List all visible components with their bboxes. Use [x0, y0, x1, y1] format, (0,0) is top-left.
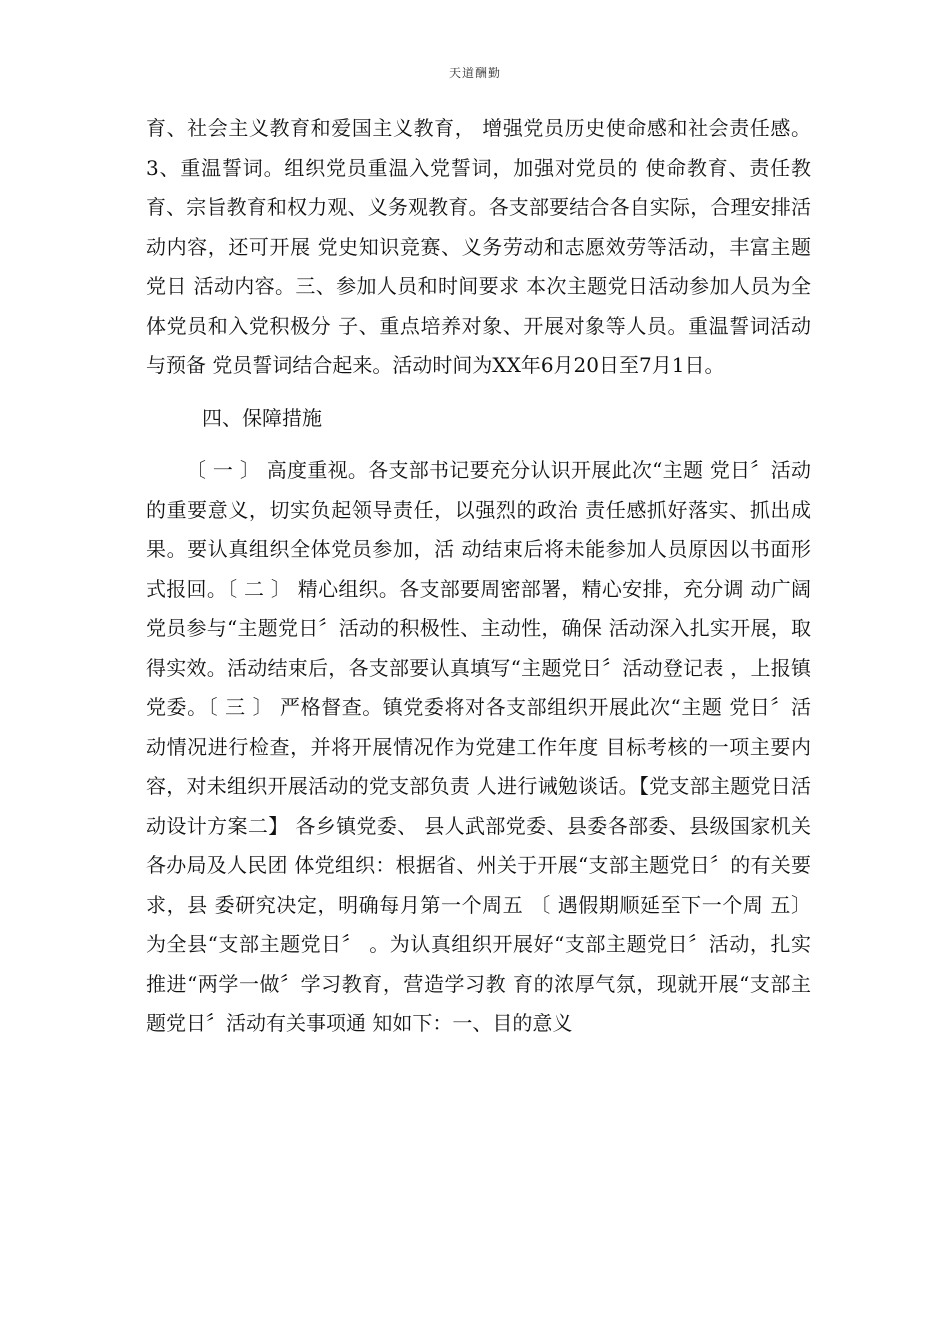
body-paragraph: 〔 一 〕 高度重视。各支部书记要充分认识开展此次“主题 党日〞活动的重要意义，切实负起领导责任，以强烈的政治 责任感抓好落实、抓出成果。要认真组织全体党员参加，活 动结束后将未能参加人员原因以书面形式报回。〔 二 〕 精心组织。各支部要周密部署，精心安排，充分调 动广阔党员参与“主题党日〞活动的积极性、主动性，确保 活动深入扎实开展，取得实效。活动结束后，各支部要认真填写“主题党日〞活动登记表 ，上报镇党委。〔 三 〕 严格督查。镇党委将对各支部组织开展此次“主题 党日〞活动情况进行检查，并将开展情况作为党建工作年度 目标考核的一项主要内容，对未组织开展活动的党支部负责 人进行诫勉谈话。【党支部主题党日活动设计方案二】 各乡镇党委、 县人武部党委、县委各部委、县级国家机关各办局及人民团 体党组织：根据省、州关于开展“支部主题党日〞的有关要求，县 委研究决定，明确每月第一个周五 〔 遇假期顺延至下一个周 五〕 为全县“支部主题党日〞 。为认真组织开展好“支部主题党日〞活动，扎实推进“两学一做〞学习教育，营造学习教 育的浓厚气氛，现就开展“支部主题党日〞活动有关事项通 知如下：一、目的意义 — [146, 458, 811, 1035]
document-body — [146, 109, 811, 1044]
section-heading: 四、保障措施 — [202, 405, 322, 430]
page-header: 天道酬勤 — [448, 66, 501, 80]
body-paragraph: 育、社会主义教育和爱国主义教育， 增强党员历史使命感和社会责任感。3、重温誓词。组织党员重温入党誓词，加强对党员的 使命教育、责任教育、宗旨教育和权力观、义务观教育。各支部要结合各自实际，合理安排活动内容，还可开展 党史知识竞赛、义务劳动和志愿效劳等活动，丰富主题党日 活动内容。三、参加人员和时间要求 本次主题党日活动参加人员为全体党员和入党积极分 子、重点培养对象、开展对象等人员。重温誓词活动与预备 党员誓词结合起来。活动时间为XX年6月20日至7月1日。 — [146, 116, 811, 377]
